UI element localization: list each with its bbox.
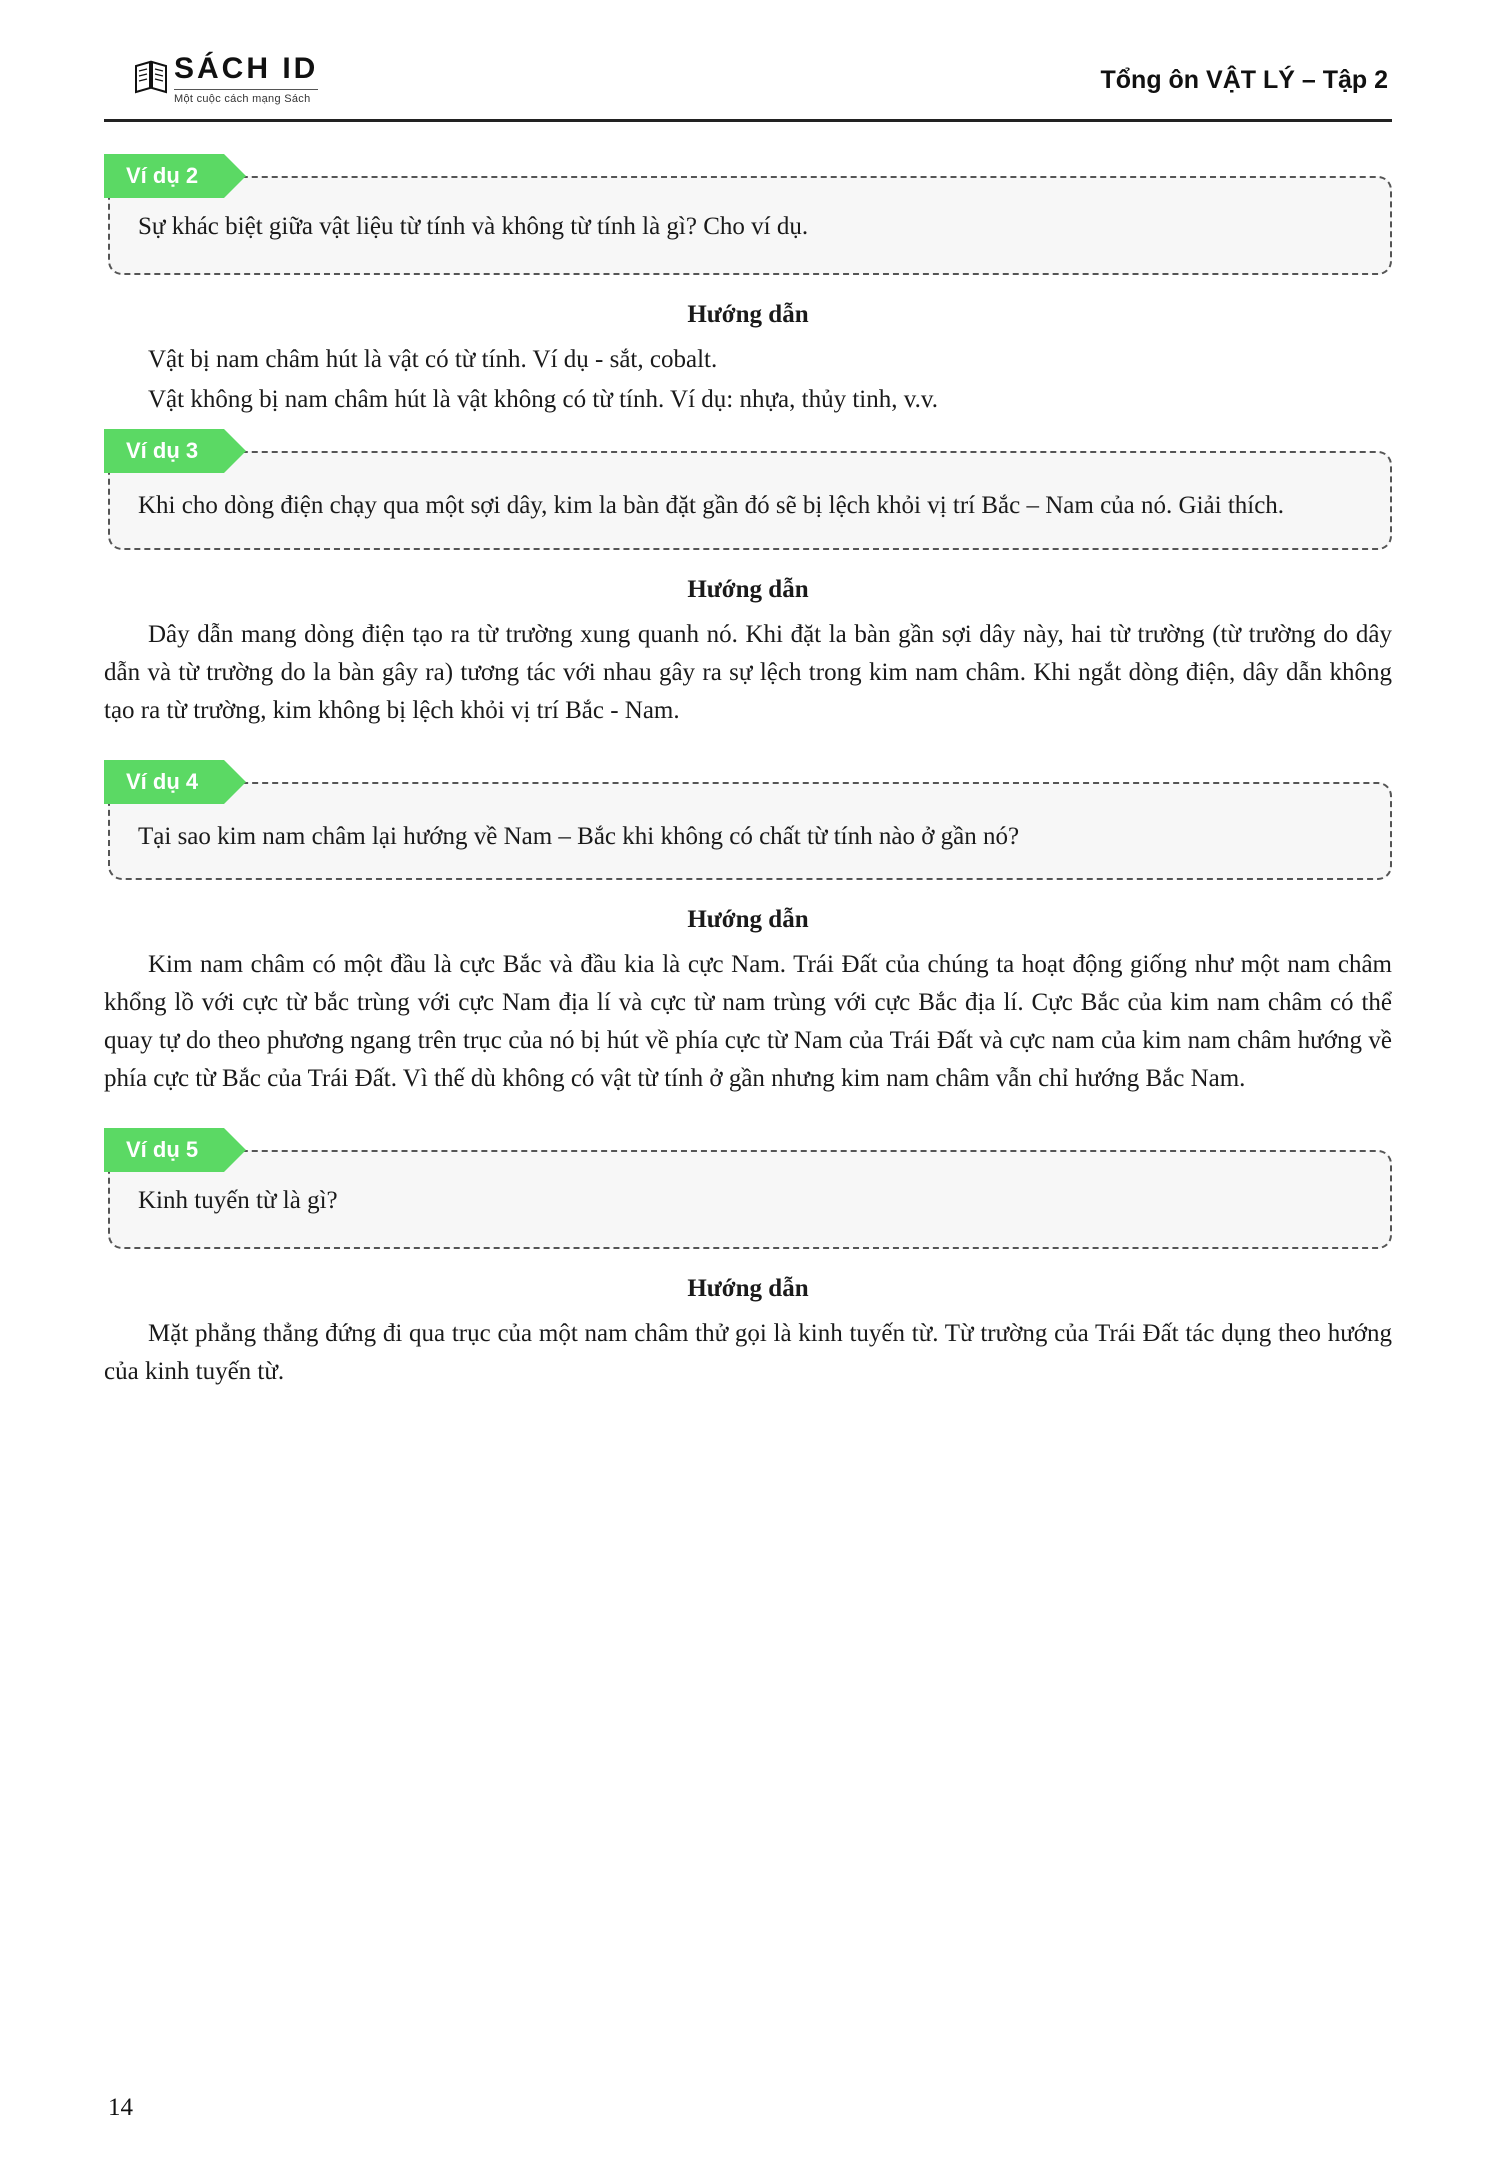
example-question-box-5: [108, 1150, 1392, 1249]
example-block-4: [104, 760, 1392, 881]
document-page: [0, 44, 1496, 2170]
guide-heading-4: Hướng dẫn: [687, 906, 809, 934]
example-banner-3: Ví dụ 3: [104, 429, 224, 473]
example-banner-5: Ví dụ 5: [104, 1128, 224, 1172]
example-answer-2-line-1: Vật bị nam châm hút là vật có từ tính. Ví dụ - sắt, cobalt.: [148, 345, 718, 373]
example-question-5: Kinh tuyến từ là gì?: [138, 1187, 338, 1215]
page-content: [104, 122, 1392, 1391]
brand-logo: [134, 54, 318, 105]
page-header: [104, 44, 1392, 122]
guide-heading-2: Hướng dẫn: [687, 300, 809, 328]
example-banner-2: Ví dụ 2: [104, 154, 224, 198]
example-answer-5: Mặt phẳng thẳng đứng đi qua trục của một nam châm thử gọi là kinh tuyến từ. Từ trường của Trái Đất tác dụng theo hướng của kinh tuyến từ.: [104, 1320, 1392, 1385]
example-question-box-4: [108, 782, 1392, 881]
header-divider: [104, 119, 1392, 122]
open-book-icon: [134, 60, 168, 96]
example-question-box-2: [108, 176, 1392, 275]
book-title: Tổng ôn VẬT LÝ – Tập 2: [1100, 66, 1388, 94]
example-banner-4: Ví dụ 4: [104, 760, 224, 804]
spacer: [104, 1102, 1392, 1118]
spacer: [104, 734, 1392, 750]
example-block-5: [104, 1128, 1392, 1249]
example-block-2: [104, 154, 1392, 275]
guide-heading-5: Hướng dẫn: [687, 1275, 809, 1302]
example-question-2: Sự khác biệt giữa vật liệu từ tính và không từ tính là gì? Cho ví dụ.: [138, 213, 809, 240]
guide-heading-3: Hướng dẫn: [687, 575, 809, 603]
example-answer-4: Kim nam châm có một đầu là cực Bắc và đầu kia là cực Nam. Trái Đất của chúng ta hoạt động giống như một nam châm khổng lồ với cực từ bắc trùng với cực Nam địa lí và cực từ nam trùng với cực Bắc địa lí. Cực Bắc của kim nam châm có thể quay tự do theo phương ngang trên trục của nó bị hút về phía cực từ Nam của Trái Đất và cực nam của kim nam châm hướng về phía cực từ Bắc của Trái Đất. Vì thế dù không có vật từ tính ở gần nhưng kim nam châm vẫn chỉ hướng Bắc Nam.: [104, 951, 1392, 1093]
example-question-4: Tại sao kim nam châm lại hướng về Nam – Bắc khi không có chất từ tính nào ở gần nó?: [138, 822, 1020, 850]
example-question-box-3: [108, 451, 1392, 550]
example-block-3: [104, 429, 1392, 550]
page-number: 14: [108, 2094, 133, 2121]
example-answer-3: Dây dẫn mang dòng điện tạo ra từ trường xung quanh nó. Khi đặt la bàn gần sợi dây này, hai từ trường (từ trường do dây dẫn và từ trường do la bàn gây ra) tương tác với nhau gây ra sự lệch trong kim nam châm. Khi ngắt dòng điện, dây dẫn không tạo ra từ trường, kim không bị lệch khỏi vị trí Bắc - Nam.: [104, 620, 1392, 724]
example-answer-2-line-2: Vật không bị nam châm hút là vật không có từ tính. Ví dụ: nhựa, thủy tinh, v.v.: [148, 385, 938, 413]
logo-title: SÁCH ID: [174, 52, 319, 85]
logo-tagline: Một cuộc cách mạng Sách: [174, 89, 318, 105]
example-question-3: Khi cho dòng điện chạy qua một sợi dây, kim la bàn đặt gần đó sẽ bị lệch khỏi vị trí Bắc – Nam của nó. Giải thích.: [138, 491, 1285, 519]
